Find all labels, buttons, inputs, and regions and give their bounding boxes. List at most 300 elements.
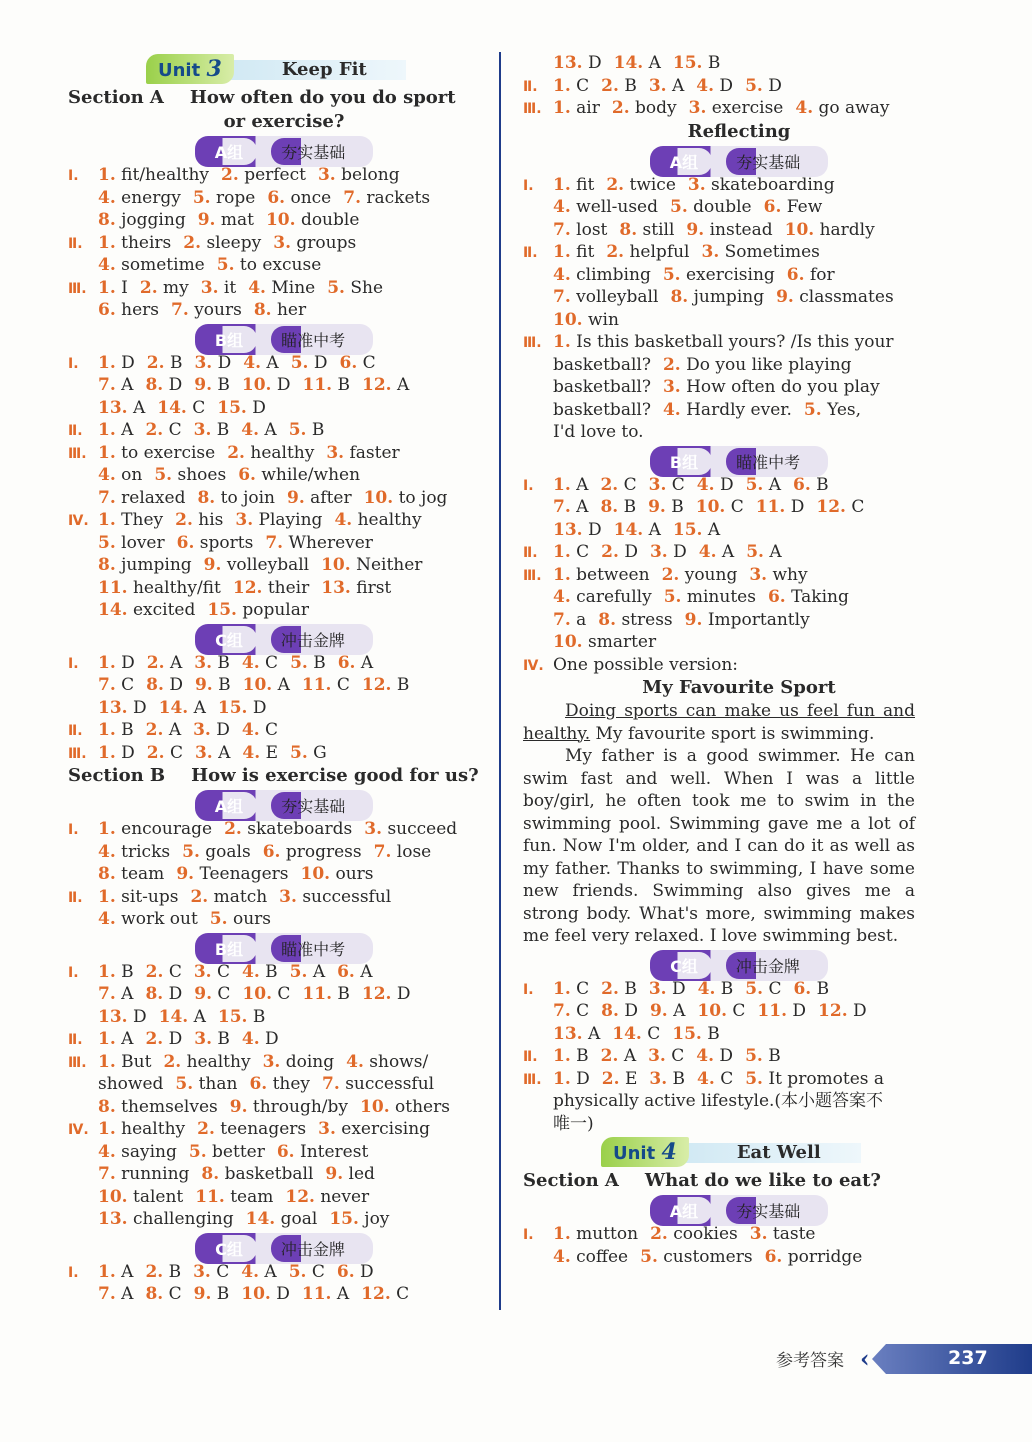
answer-text: B <box>624 978 637 999</box>
roman-numeral: Ⅰ. <box>68 355 79 372</box>
answer-line <box>523 1090 955 1113</box>
section-label: Section A <box>68 87 164 108</box>
answer-line <box>68 464 500 487</box>
answer-number: 7. <box>265 532 284 553</box>
answer-text: A <box>396 375 410 395</box>
answer-item <box>98 1118 185 1141</box>
answer-text: They <box>121 510 164 530</box>
answer-item <box>210 908 271 931</box>
group-letter: A组 <box>205 138 257 165</box>
answer-number: 10. <box>242 984 272 1004</box>
answer-number: 9. <box>648 497 666 517</box>
answer-text: her <box>276 300 307 320</box>
answer-text: D <box>132 1006 147 1027</box>
answer-text: A <box>277 675 290 695</box>
answer-item <box>302 674 350 697</box>
answer-item <box>217 254 322 277</box>
section-label: Section A <box>523 1170 619 1191</box>
answer-text: jumping <box>121 555 192 575</box>
answer-line <box>68 599 500 622</box>
answer-text: match <box>213 886 268 907</box>
answer-number: 10. <box>697 1001 727 1021</box>
answer-number: 2. <box>227 442 245 463</box>
answer-number: 4. <box>553 1246 571 1267</box>
answer-text: A <box>769 542 782 562</box>
answer-line <box>68 232 500 255</box>
answer-text: cookies <box>673 1224 738 1244</box>
answer-number: 14. <box>612 1023 642 1044</box>
answer-item <box>145 1028 182 1051</box>
answer-text: E <box>624 1068 638 1089</box>
answer-item <box>745 75 782 98</box>
answer-item <box>326 442 399 465</box>
answer-item <box>303 374 350 397</box>
answer-item <box>614 52 661 75</box>
answer-line <box>523 564 955 587</box>
answer-text: C <box>168 420 182 440</box>
answer-item <box>242 374 291 397</box>
answer-item <box>230 1096 348 1119</box>
answer-text: B <box>216 420 230 440</box>
answer-text: lost <box>576 219 608 240</box>
answer-number: 7. <box>98 375 116 395</box>
unit-name: Eat Well <box>736 1141 821 1163</box>
answer-number: 6. <box>276 1141 295 1162</box>
answer-number: 11. <box>195 1186 225 1207</box>
answer-item <box>279 886 391 909</box>
answer-text: A <box>266 352 279 373</box>
answer-item <box>98 599 195 622</box>
answer-number: 10. <box>98 1186 128 1207</box>
answer-item <box>190 886 267 909</box>
answer-text: D <box>276 1284 290 1304</box>
answer-number: 5. <box>663 587 682 607</box>
answer-number: 8. <box>98 1096 116 1117</box>
answer-text: E <box>265 742 278 763</box>
answer-item <box>98 254 205 277</box>
answer-text: doing <box>285 1051 335 1072</box>
answer-number: 6. <box>267 187 286 208</box>
answer-text: A <box>264 1261 277 1282</box>
answer-text: well-used <box>576 197 659 217</box>
unit-heading <box>601 1135 955 1169</box>
answer-text: mutton <box>576 1224 639 1244</box>
answer-text: C <box>671 474 685 495</box>
answer-item <box>159 1006 206 1029</box>
answer-text: ours <box>232 909 271 929</box>
answer-number: 10. <box>241 375 272 395</box>
answer-item <box>175 1073 237 1096</box>
answer-number: 1. <box>553 75 571 96</box>
roman-numeral: Ⅲ. <box>523 1071 542 1088</box>
answer-item <box>318 1118 430 1141</box>
roman-numeral: Ⅰ. <box>68 822 79 838</box>
answer-text: D <box>719 75 734 96</box>
answer-number: 3. <box>194 742 213 763</box>
answer-text: teenagers <box>220 1119 307 1139</box>
answer-item <box>98 209 186 232</box>
answer-item <box>765 1246 863 1269</box>
answer-item <box>98 1141 177 1164</box>
answer-text: Wherever <box>288 532 373 553</box>
answer-text: D <box>853 1001 867 1021</box>
answer-text: it <box>223 277 237 298</box>
answer-text: C <box>168 961 182 982</box>
answer-number: 6. <box>238 465 256 485</box>
answer-item <box>302 983 349 1006</box>
answer-item <box>553 1090 883 1113</box>
answer-text: Few <box>786 197 823 217</box>
answer-text: D <box>216 720 230 740</box>
answer-item <box>649 75 684 98</box>
answer-text: ours <box>335 864 374 884</box>
group-pill <box>650 950 828 981</box>
answer-number: 13. <box>98 697 128 718</box>
answer-item <box>756 496 805 519</box>
answer-number: 12. <box>285 1186 315 1207</box>
answer-item <box>249 1073 310 1096</box>
answer-number: 4. <box>98 909 116 929</box>
answer-item <box>553 564 650 587</box>
answer-number: 5. <box>289 742 308 763</box>
answer-item <box>197 1118 306 1141</box>
answer-item <box>98 164 209 187</box>
answer-item <box>145 419 181 442</box>
answer-item <box>600 496 636 519</box>
group-badge <box>68 933 500 959</box>
answer-item <box>553 376 651 399</box>
answer-item <box>98 908 198 931</box>
answer-number: 2. <box>601 1068 620 1089</box>
answer-number: 14. <box>613 53 644 73</box>
answer-line <box>523 286 955 309</box>
answer-line <box>68 719 500 742</box>
answer-number: 7. <box>553 287 571 307</box>
answer-item <box>154 464 226 487</box>
answer-item <box>98 397 145 420</box>
answer-number: 14. <box>157 397 187 418</box>
answer-item <box>689 97 784 120</box>
roman-numeral: Ⅲ. <box>523 567 542 584</box>
answer-item <box>696 75 733 98</box>
answer-text: 唯一) <box>553 1113 594 1134</box>
answer-item <box>98 1006 147 1029</box>
answer-number: 4. <box>696 1046 715 1066</box>
answer-text: D <box>360 1261 374 1282</box>
answer-text: B <box>121 961 134 982</box>
answer-text: between <box>576 564 650 585</box>
answer-text: B <box>672 1068 686 1089</box>
answer-text: D <box>719 474 734 495</box>
answer-item <box>343 187 430 210</box>
answer-item <box>374 841 432 864</box>
answer-number: 15. <box>672 519 703 540</box>
answer-text: D <box>673 542 687 562</box>
roman-numeral: Ⅰ. <box>523 981 534 998</box>
answer-number: 8. <box>601 1001 619 1021</box>
answer-item <box>176 863 288 886</box>
answer-number: 3. <box>662 377 681 397</box>
answer-number: 1. <box>98 1261 116 1282</box>
answer-text: his <box>198 510 224 530</box>
answer-number: 5. <box>175 1074 194 1094</box>
answer-text: my <box>163 277 189 298</box>
answer-item <box>600 474 636 497</box>
answer-item <box>787 264 835 287</box>
answer-text: body <box>635 98 677 118</box>
answer-number: 3. <box>235 510 254 530</box>
answer-line <box>523 474 955 497</box>
answer-text: But <box>121 1051 152 1072</box>
answer-item <box>361 1283 409 1306</box>
unit-name: Keep Fit <box>281 58 367 80</box>
answer-text: skateboards <box>247 819 353 839</box>
answer-text: She <box>350 277 384 298</box>
answer-text: their <box>267 577 310 598</box>
answer-number: 9. <box>194 675 213 695</box>
roman-numeral: Ⅰ. <box>68 1264 79 1281</box>
answer-line <box>68 1118 500 1141</box>
answer-item <box>318 164 400 187</box>
answer-text: exercising <box>341 1119 431 1139</box>
answer-line <box>523 241 955 264</box>
answer-text: better <box>212 1141 265 1162</box>
answer-item <box>553 219 607 242</box>
answer-item <box>163 1051 250 1074</box>
answer-line <box>68 1261 500 1284</box>
answer-number: 7. <box>98 984 116 1004</box>
answer-text: others <box>395 1096 450 1117</box>
answer-item <box>612 97 677 120</box>
answer-line <box>523 376 955 399</box>
answer-number: 3. <box>326 442 345 463</box>
answer-text: talent <box>132 1186 184 1207</box>
answer-text: A <box>671 75 685 96</box>
answer-number: 5. <box>745 978 764 999</box>
answer-number: 14. <box>98 600 128 620</box>
answer-text: instead <box>709 219 773 240</box>
answer-number: 8. <box>670 287 689 307</box>
group-pill <box>650 1195 828 1226</box>
answer-text: A <box>673 1001 686 1021</box>
answer-line <box>523 354 955 377</box>
answer-text: B <box>311 420 325 440</box>
group-letter: B组 <box>660 448 712 475</box>
answer-number: 2. <box>221 165 239 185</box>
answer-text: B <box>671 497 684 517</box>
answer-text: skateboarding <box>711 174 835 195</box>
answer-text: minutes <box>686 587 756 607</box>
answer-text: after <box>310 487 352 508</box>
answer-number: 5. <box>745 1068 763 1089</box>
answer-number: 3. <box>194 352 213 373</box>
answer-item <box>197 487 275 510</box>
answer-item <box>364 818 457 841</box>
answer-item <box>287 487 352 510</box>
answer-item <box>793 978 829 1001</box>
answer-text: rackets <box>366 187 431 208</box>
answer-text: D <box>121 652 135 673</box>
answer-number: 6. <box>249 1074 268 1094</box>
answer-item <box>238 464 360 487</box>
answer-text: mat <box>220 210 254 230</box>
answer-item <box>194 352 231 375</box>
answer-item <box>290 742 327 765</box>
answer-number: 7. <box>98 1284 116 1304</box>
answer-number: 10. <box>695 497 726 517</box>
answer-text: theirs <box>121 232 172 253</box>
answer-item <box>98 1186 183 1209</box>
answer-number: 6. <box>176 532 195 553</box>
answer-item <box>171 299 242 322</box>
answer-item <box>746 541 781 564</box>
group-badge <box>523 1195 955 1221</box>
answer-item <box>98 841 170 864</box>
answer-item <box>246 1208 318 1231</box>
answer-line <box>523 1023 955 1046</box>
answer-item <box>277 1141 368 1164</box>
answer-item <box>193 1261 229 1284</box>
answer-number: 13. <box>98 1209 128 1229</box>
answer-text: I'd love to. <box>553 422 644 442</box>
answer-number: 1. <box>98 742 116 763</box>
answer-text: D <box>624 1001 638 1021</box>
answer-item <box>553 309 619 332</box>
answer-number: 1. <box>98 720 116 740</box>
roman-numeral: Ⅰ. <box>68 168 79 184</box>
answer-number: 4. <box>242 961 260 982</box>
answer-number: 10. <box>553 632 583 652</box>
answer-text: double <box>693 197 752 217</box>
answer-item <box>745 978 781 1001</box>
answer-text: tricks <box>121 841 171 862</box>
answer-item <box>553 1246 628 1269</box>
answer-item <box>650 541 687 564</box>
answer-number: 1. <box>98 819 116 839</box>
answer-number: 5. <box>98 532 116 553</box>
answer-text: B <box>624 75 637 96</box>
answer-item <box>553 1113 594 1136</box>
answer-text: faster <box>349 442 400 463</box>
answer-item <box>98 352 135 375</box>
answer-item <box>362 983 411 1006</box>
answer-item <box>553 474 588 497</box>
answer-number: 2. <box>661 564 680 585</box>
answer-text: young <box>684 564 738 585</box>
answer-text: relaxed <box>121 487 186 508</box>
group-text: 夯实基础 <box>271 138 359 165</box>
answer-text: popular <box>242 600 310 620</box>
roman-numeral: Ⅱ. <box>68 889 83 906</box>
answer-item <box>227 442 314 465</box>
answer-item <box>98 299 159 322</box>
answer-item <box>745 1045 781 1068</box>
answer-text: D <box>576 1068 590 1089</box>
answer-line <box>523 496 955 519</box>
essay-topic-sentence: Doing sports can make us feel fun and healthy. <box>523 701 915 744</box>
answer-item <box>242 719 278 742</box>
answer-text: they <box>272 1074 311 1094</box>
answer-text: porridge <box>787 1246 863 1267</box>
roman-numeral: Ⅲ. <box>68 445 87 462</box>
answer-item <box>619 219 674 242</box>
answer-item <box>686 219 772 242</box>
answer-item <box>553 1223 638 1246</box>
answer-line <box>523 399 955 422</box>
answer-text: team <box>230 1186 274 1207</box>
answer-text: exercise <box>711 98 784 118</box>
answer-item <box>648 1045 684 1068</box>
answer-line <box>523 331 955 354</box>
answer-number: 2. <box>601 542 619 562</box>
answer-text: hers <box>121 300 160 320</box>
answer-number: 4. <box>697 1068 715 1089</box>
answer-number: 9. <box>176 864 195 884</box>
answer-text: than <box>198 1074 238 1094</box>
answer-line <box>68 554 500 577</box>
answer-item <box>242 742 278 765</box>
answer-number: 4. <box>241 1029 260 1049</box>
answer-line <box>523 264 955 287</box>
answer-item <box>649 978 686 1001</box>
answer-number: 3. <box>688 98 707 118</box>
answer-text: lover <box>121 532 165 553</box>
answer-text: I <box>121 277 128 298</box>
answer-text: D <box>169 675 183 695</box>
answer-text: D <box>587 519 602 540</box>
answer-number: 8. <box>600 497 619 517</box>
answer-number: 3. <box>649 1068 668 1089</box>
answer-item <box>696 1045 733 1068</box>
group-badge <box>68 790 500 816</box>
answer-text: B <box>623 497 637 517</box>
answer-text: A <box>336 1284 350 1304</box>
answer-line <box>523 541 955 564</box>
answer-number: 3. <box>648 474 667 495</box>
answer-number: 4. <box>241 652 260 673</box>
answer-text: C <box>396 1284 410 1304</box>
answer-text: Yes, <box>827 399 862 420</box>
answer-text: B <box>216 1284 230 1304</box>
answer-text: never <box>320 1186 370 1207</box>
answer-line <box>523 52 955 75</box>
answer-text: fit/healthy <box>121 165 210 185</box>
answer-text: D <box>132 697 147 718</box>
answer-item <box>140 277 189 300</box>
answer-number: 4. <box>346 1051 364 1072</box>
answer-item <box>612 1023 660 1046</box>
answer-line <box>523 519 955 542</box>
answer-text: Hardly ever. <box>686 399 792 420</box>
answer-number: 3. <box>364 819 383 839</box>
answer-item <box>302 1283 349 1306</box>
answer-number: 9. <box>194 984 212 1004</box>
answer-text: C <box>732 1001 746 1021</box>
answer-item <box>145 374 182 397</box>
essay-paragraph: My father is a good swimmer. He can swim fast and well. When I was a little boy/girl, he often took me to swim in the swimming pool. Swimming gave me a lot of fun. Now I'm older, and I can do it as well as my father. Thanks to swimming, I have some new friends. Swimming also gives me a strong body. What's more, swimming makes me feel very relaxed. I love swimming best. <box>523 746 915 946</box>
answer-text: C <box>730 497 744 517</box>
roman-numeral: Ⅲ. <box>68 1054 87 1071</box>
answer-line <box>523 421 955 444</box>
roman-numeral: Ⅲ. <box>68 280 87 297</box>
page-number: 237 <box>948 1347 988 1369</box>
answer-number: 3. <box>279 886 297 907</box>
group-pill <box>195 933 373 964</box>
answer-text: C <box>265 652 279 673</box>
answer-item <box>98 886 178 909</box>
answer-text: A <box>121 1284 134 1304</box>
answer-number: 13. <box>321 577 351 598</box>
